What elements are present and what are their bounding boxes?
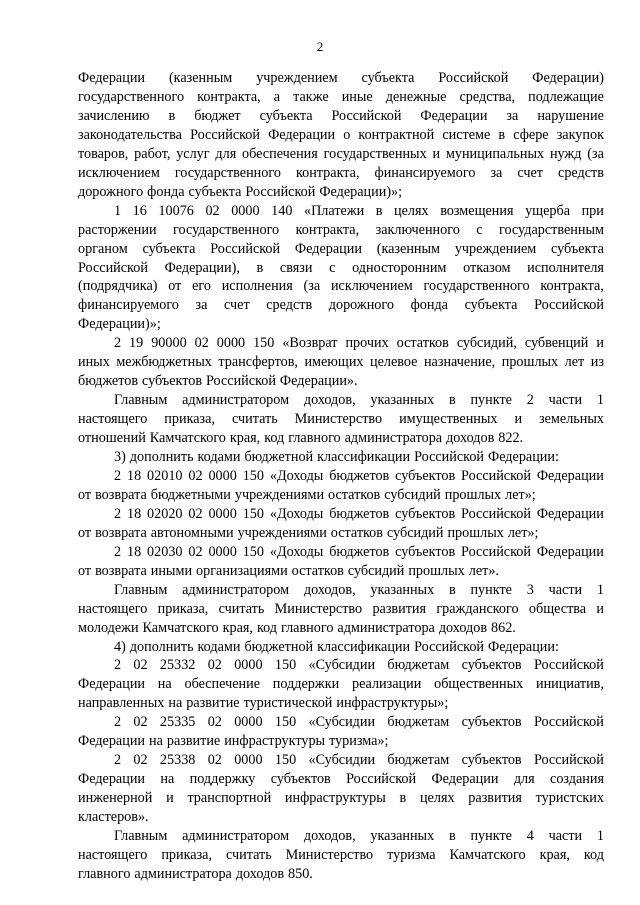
text-line: исключением государственного контракта, финансируемого за счет средств <box>78 164 604 181</box>
text-line: молодежи Камчатского края, код главного администратора доходов 862. <box>78 619 516 636</box>
text-line: Главным администратором доходов, указанных в пункте 3 части 1 <box>114 581 604 598</box>
text-line: от возврата бюджетными учреждениями остатков субсидий прошлых лет»; <box>78 486 536 503</box>
text-line: кластеров». <box>78 809 149 825</box>
text-line: главного администратора доходов 850. <box>78 865 313 882</box>
page-number: 2 <box>316 39 324 54</box>
text-line: зачислению в бюджет субъекта Российской Федерации за нарушение <box>78 107 604 124</box>
text-line: от возврата иными организациями остатков субсидий прошлых лет». <box>78 562 499 579</box>
text-line: финансируемого за счет средств дорожного фонда субъекта Российской <box>78 297 604 314</box>
text-line: законодательства Российской Федерации о контрактной системе в сфере закупок <box>78 126 604 143</box>
text-line: Федерации на поддержку субъектов Российской Федерации для создания <box>78 771 604 788</box>
text-line: органом субъекта Российской Федерации (казенным учреждением субъекта <box>78 240 604 257</box>
text-line: 3) дополнить кодами бюджетной классификации Российской Федерации: <box>114 449 559 465</box>
text-line: настоящего приказа, считать Министерство развития гражданского общества и <box>78 600 604 617</box>
text-line: настоящего приказа, считать Министерство туризма Камчатского края, код <box>78 846 604 863</box>
text-line: (подрядчика) от его исполнения (за исключением государственного контракта, <box>78 278 604 295</box>
text-line: бюджетов субъектов Российской Федерации». <box>78 373 358 390</box>
text-line: настоящего приказа, считать Министерство имущественных и земельных <box>78 411 604 428</box>
text-line: 2 18 02020 02 0000 150 «Доходы бюджетов субъектов Российской Федерации <box>114 505 604 522</box>
text-line: иных межбюджетных трансфертов, имеющих целевое назначение, прошлых лет из <box>78 354 604 371</box>
text-line: отношений Камчатского края, код главного администратора доходов 822. <box>78 430 524 447</box>
text-line: Федерации на развитие инфраструктуры туризма»; <box>78 733 389 750</box>
text-line: государственного контракта, а также иные денежные средства, подлежащие <box>78 89 604 105</box>
text-line: Главным администратором доходов, указанных в пункте 4 части 1 <box>114 828 604 844</box>
text-line: Главным администратором доходов, указанных в пункте 2 части 1 <box>114 392 604 409</box>
text-line: Федерации на обеспечение поддержки реализации общественных инициатив, <box>78 676 604 693</box>
text-line: 2 02 25335 02 0000 150 «Субсидии бюджетам субъектов Российской <box>114 714 604 731</box>
text-line: направленных на развитие туристической инфраструктуры»; <box>78 695 449 712</box>
text-line: Федерации)»; <box>78 316 161 333</box>
text-line: 2 02 25332 02 0000 150 «Субсидии бюджетам субъектов Российской <box>114 657 604 674</box>
text-line: Российской Федерации), в связи с односторонним отказом исполнителя <box>78 259 604 276</box>
text-line: расторжении государственного контракта, заключенного с государственным <box>78 221 604 238</box>
text-line: Федерации (казенным учреждением субъекта Российской Федерации) <box>78 70 604 86</box>
text-line: 4) дополнить кодами бюджетной классификации Российской Федерации: <box>114 638 559 655</box>
text-line: инженерной и транспортной инфраструктуры в целях развития туристских <box>78 790 604 807</box>
text-line: 2 19 90000 02 0000 150 «Возврат прочих остатков субсидий, субвенций и <box>114 335 604 352</box>
text-line: товаров, работ, услуг для обеспечения государственных и муниципальных нужд (за <box>78 145 604 162</box>
text-line: дорожного фонда субъекта Российской Федерации)»; <box>78 183 403 200</box>
text-line: 2 02 25338 02 0000 150 «Субсидии бюджетам субъектов Российской <box>114 752 604 769</box>
text-line: 2 18 02030 02 0000 150 «Доходы бюджетов субъектов Российской Федерации <box>114 543 604 560</box>
text-line: 1 16 10076 02 0000 140 «Платежи в целях возмещения ущерба при <box>114 202 604 219</box>
text-line: 2 18 02010 02 0000 150 «Доходы бюджетов субъектов Российской Федерации <box>114 467 604 484</box>
text-line: от возврата автономными учреждениями остатков субсидий прошлых лет»; <box>78 524 539 541</box>
